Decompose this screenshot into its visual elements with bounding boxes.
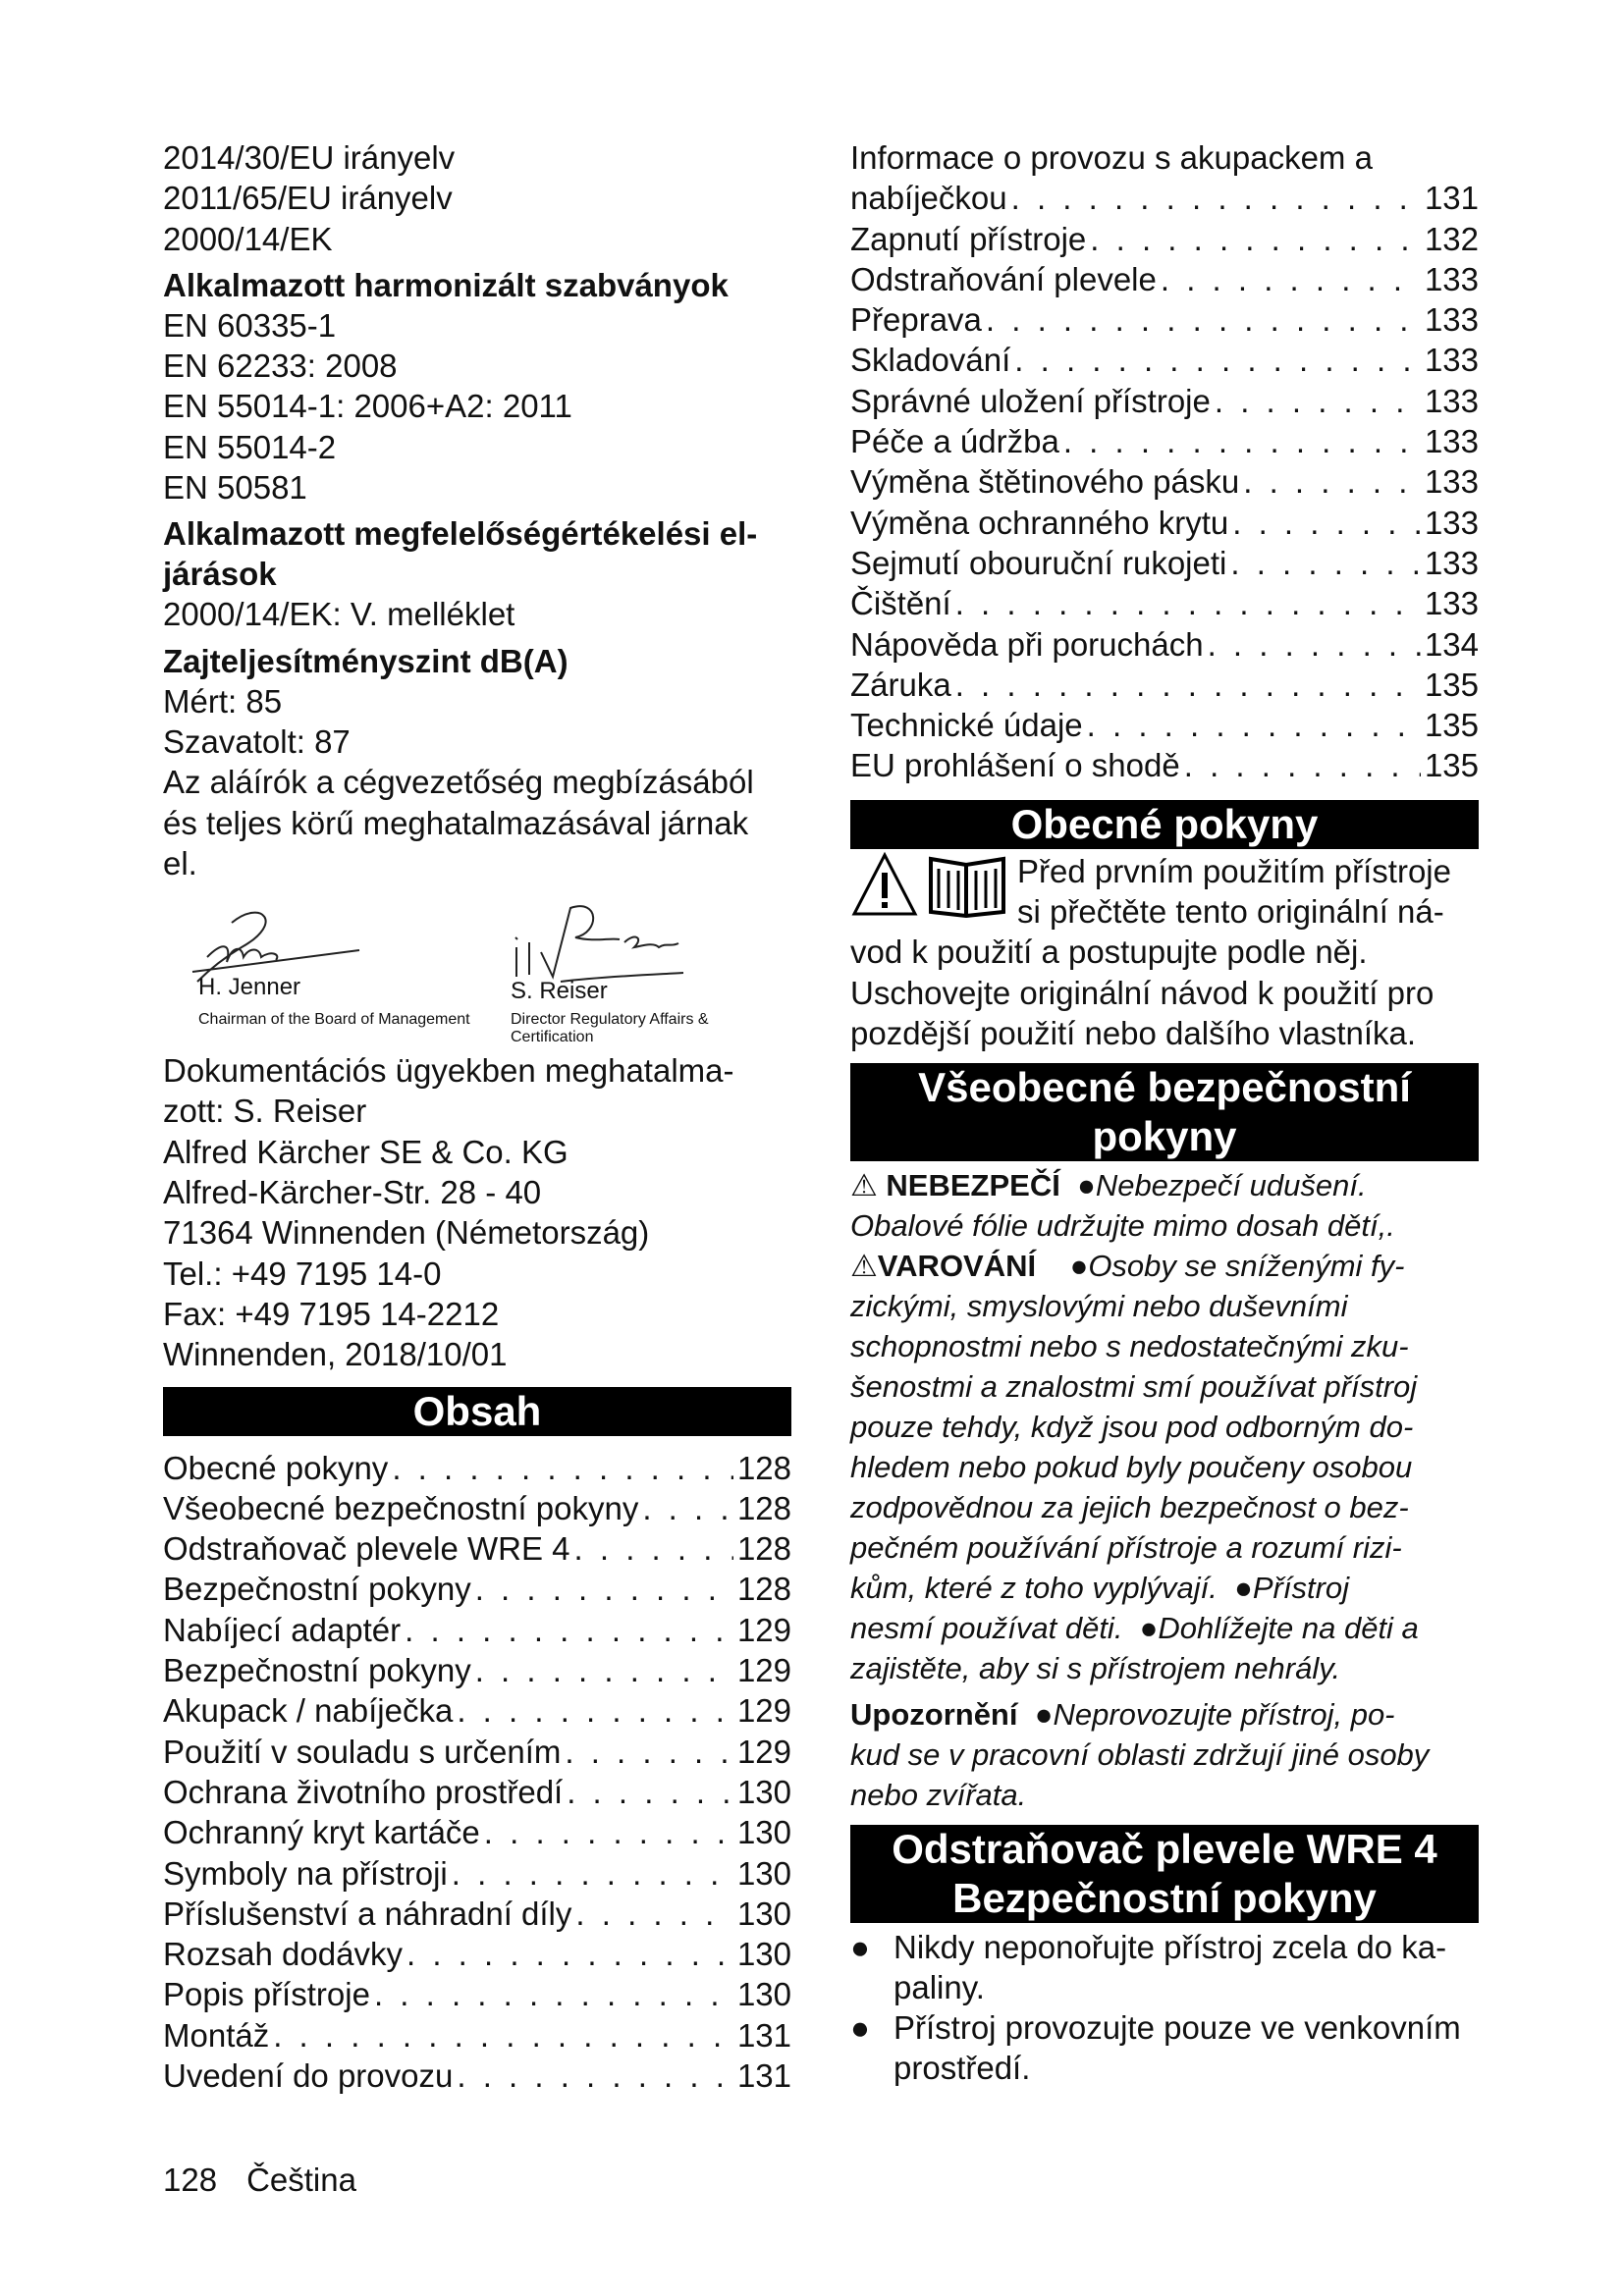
warning-text: schopnostmi nebo s nedostatečnými zku- <box>850 1329 1409 1364</box>
toc-item[interactable] <box>850 299 1479 340</box>
doc-line: Alfred-Kärcher-Str. 28 - 40 <box>163 1174 542 1211</box>
danger-label: NEBEZPEČÍ <box>886 1168 1060 1203</box>
safety-heading <box>850 1063 1479 1161</box>
toc-item[interactable] <box>850 503 1479 543</box>
toc-page: 131 <box>736 2056 791 2094</box>
toc-title: Odstraňovač plevele WRE 4 <box>163 1530 570 1568</box>
toc-item[interactable] <box>850 178 1479 218</box>
toc-title: Zapnutí přístroje <box>850 220 1087 257</box>
safety-heading-line: Všeobecné bezpečnostní <box>918 1064 1411 1111</box>
signer1-name: H. Jenner <box>198 974 301 1001</box>
toc-title: Sejmutí obouruční rukojeti <box>850 544 1227 581</box>
doc-line: zott: S. Reiser <box>163 1093 367 1130</box>
toc-title: Použití v souladu s určením <box>163 1733 562 1770</box>
toc-title: nabíječkou <box>850 180 1007 217</box>
standards-heading: Alkalmazott harmonizált szabványok <box>163 266 729 303</box>
toc-page: 133 <box>1424 423 1479 460</box>
toc-page: 134 <box>1424 625 1479 663</box>
toc-item[interactable] <box>163 1853 791 1894</box>
danger-note: ⚠ NEBEZPEČÍ ●Nebezpečí udušení. <box>850 1168 1367 1203</box>
safety-notes <box>850 1165 1479 1815</box>
toc-page: 130 <box>736 1976 791 2013</box>
doc-line: 71364 Winnenden (Németország) <box>163 1214 650 1252</box>
warning-line: kům, které z toho vyplývají. ●Přístroj <box>850 1571 1350 1606</box>
noise-heading: Zajteljesítményszint dB(A) <box>163 642 568 679</box>
toc-page: 130 <box>736 1773 791 1810</box>
toc-item[interactable] <box>163 1772 791 1812</box>
toc-page: 133 <box>1424 342 1479 379</box>
page-footer <box>163 2162 386 2199</box>
bullet-text: paliny. <box>893 1969 985 2006</box>
standard-line: EN 62233: 2008 <box>163 347 398 385</box>
general-heading: Obecné pokyny <box>850 800 1479 849</box>
danger-text: Nebezpečí udušení. <box>1095 1168 1367 1203</box>
warning-line: nesmí používat děti. ●Dohlížejte na děti a <box>850 1611 1419 1646</box>
signature-reiser-image <box>502 898 688 987</box>
toc-item[interactable] <box>850 461 1479 502</box>
procedures-heading-line: Alkalmazott megfelelőségértékelési el- <box>163 515 758 553</box>
wre-heading-line: Odstraňovač plevele WRE 4 <box>892 1826 1437 1873</box>
procedures-heading-line: járások <box>163 556 277 593</box>
bullet-text: Nikdy neponořujte přístroj zcela do ka- <box>893 1929 1447 1966</box>
general-icon-text <box>1017 851 1451 933</box>
toc-item[interactable] <box>163 1812 791 1852</box>
bullet-text: prostředí. <box>893 2050 1031 2087</box>
toc-title: Všeobecné bezpečnostní pokyny <box>163 1489 639 1526</box>
signer2-name: S. Reiser <box>511 978 608 1005</box>
warning-text: nesmí používat děti. <box>850 1611 1123 1646</box>
footer-language: Čeština <box>246 2162 356 2198</box>
toc-page: 133 <box>1424 260 1479 297</box>
right-column <box>850 137 1479 2088</box>
toc-title: Bezpečnostní pokyny <box>163 1652 471 1689</box>
page-number: 128 <box>163 2162 218 2198</box>
toc-item[interactable] <box>850 381 1479 421</box>
toc-title: Výměna štětinového pásku <box>850 463 1240 501</box>
signer2-role: Director Regulatory Affairs & Certification <box>511 1011 709 1046</box>
toc-item[interactable] <box>850 705 1479 745</box>
signature-block <box>163 903 791 1050</box>
toc-page: 133 <box>1424 544 1479 581</box>
standard-line: EN 60335-1 <box>163 306 337 344</box>
toc-page: 129 <box>736 1733 791 1770</box>
toc-title: Akupack / nabíječka <box>163 1692 454 1730</box>
toc-item[interactable] <box>850 543 1479 583</box>
toc-page: 129 <box>736 1692 791 1730</box>
doc-line: Winnenden, 2018/10/01 <box>163 1336 508 1373</box>
toc-item[interactable] <box>163 1610 791 1650</box>
signers-text: és teljes körű meghatalmazásával járnak <box>163 804 749 841</box>
toc-page: 129 <box>736 1611 791 1648</box>
toc-title: EU prohlášení o shodě <box>850 747 1180 784</box>
toc-item[interactable] <box>163 1934 791 1974</box>
left-column <box>163 137 791 2096</box>
toc-item[interactable] <box>163 1528 791 1569</box>
toc-item[interactable] <box>850 745 1479 785</box>
signers-text: el. <box>163 844 197 881</box>
toc-title: Výměna ochranného krytu <box>850 504 1229 541</box>
general-line: si přečtěte tento originální ná- <box>1017 893 1444 931</box>
warning-label: VAROVÁNÍ <box>877 1249 1037 1284</box>
directive-line: 2000/14/EK <box>163 220 333 257</box>
wre-heading <box>850 1825 1479 1923</box>
toc-title: Rozsah dodávky <box>163 1936 403 1973</box>
toc-title: Obecné pokyny <box>163 1449 389 1486</box>
warning-text: Přístroj <box>1252 1571 1350 1606</box>
toc-item[interactable] <box>163 1690 791 1731</box>
toc-list-left <box>163 1448 791 2097</box>
toc-title: Montáž <box>163 2016 270 2054</box>
toc-page: 135 <box>1424 747 1479 784</box>
directive-line: 2014/30/EU irányelv <box>163 139 456 176</box>
toc-title: Symboly na přístroji <box>163 1854 448 1892</box>
toc-title: Příslušenství a náhradní díly <box>163 1895 572 1932</box>
toc-page: 133 <box>1424 585 1479 622</box>
toc-page: 131 <box>1424 180 1479 217</box>
doc-line: Tel.: +49 7195 14-0 <box>163 1255 442 1292</box>
general-line: pozdější použití nebo dalšího vlastníka. <box>850 1014 1417 1051</box>
noise-measured: Mért: 85 <box>163 682 283 720</box>
toc-page: 130 <box>736 1936 791 1973</box>
toc-title: Přeprava <box>850 301 982 339</box>
toc-item[interactable] <box>850 219 1479 259</box>
toc-item[interactable] <box>163 1569 791 1609</box>
toc-item[interactable] <box>850 421 1479 461</box>
toc-page: 133 <box>1424 382 1479 419</box>
toc-title: Záruka <box>850 666 951 703</box>
general-line: vod k použití a postupujte podle něj. <box>850 934 1368 971</box>
bullet-dot: ● <box>850 1929 870 1966</box>
toc-page: 130 <box>736 1814 791 1851</box>
general-icon-row <box>850 851 1479 933</box>
toc-item[interactable] <box>850 583 1479 623</box>
warning-text: zajistěte, aby si s přístrojem nehrály. <box>850 1651 1341 1686</box>
safety-heading-line: pokyny <box>1092 1113 1237 1160</box>
caution-label: Upozornění <box>850 1697 1018 1733</box>
warning-text: Osoby se sníženými fy- <box>1088 1249 1405 1284</box>
toc-title: Technické údaje <box>850 707 1083 744</box>
doc-line: Dokumentációs ügyekben meghatalma- <box>163 1052 734 1090</box>
warning-triangle-icon <box>850 851 919 918</box>
toc-item[interactable] <box>850 340 1479 380</box>
bullet-dot: ● <box>850 2009 870 2047</box>
procedures-heading <box>163 513 791 594</box>
toc-item[interactable] <box>163 1650 791 1690</box>
toc-page: 131 <box>736 2016 791 2054</box>
warning-text: zodpovědnou za jejich bezpečnost o bez- <box>850 1490 1409 1525</box>
wre-heading-line: Bezpečnostní pokyny <box>952 1875 1377 1922</box>
warning-text: Dohlížejte na děti a <box>1158 1611 1419 1646</box>
toc-item[interactable] <box>163 1488 791 1528</box>
caution-text: nebo zvířata. <box>850 1778 1027 1813</box>
toc-item[interactable] <box>163 1732 791 1772</box>
toc-page: 133 <box>1424 504 1479 541</box>
toc-item[interactable] <box>850 665 1479 705</box>
toc-page: 132 <box>1424 220 1479 257</box>
toc-page: 133 <box>1424 301 1479 339</box>
directives <box>163 137 791 259</box>
standard-line: EN 55014-1: 2006+A2: 2011 <box>163 388 572 425</box>
toc-title-first-line: Informace o provozu s akupackem a <box>850 139 1373 176</box>
toc-title: Ochranný kryt kartáče <box>163 1814 480 1851</box>
toc-item[interactable] <box>163 1894 791 1934</box>
warning-text: pečném používání přístroje a rozumí rizi- <box>850 1530 1402 1566</box>
caution-text: Neprovozujte přístroj, po- <box>1053 1697 1395 1733</box>
warning-text: hledem nebo pokud byly poučeny osobou <box>850 1450 1413 1485</box>
bullet-text: Přístroj provozujte pouze ve venkovním <box>893 2009 1461 2047</box>
caution-note: Upozornění ●Neprovozujte přístroj, po- <box>850 1697 1395 1733</box>
warning-text: zickými, smyslovými nebo duševními <box>850 1289 1348 1324</box>
toc-page: 128 <box>736 1571 791 1608</box>
toc-title: Odstraňování plevele <box>850 260 1157 297</box>
general-line: Před prvním použitím přístroje <box>1017 852 1451 889</box>
toc-title: Uvedení do provozu <box>163 2056 454 2094</box>
warning-text: kům, které z toho vyplývají. <box>850 1571 1218 1606</box>
warning-note: ⚠VAROVÁNÍ ●Osoby se sníženými fy- <box>850 1249 1405 1284</box>
toc-title: Čištění <box>850 585 951 622</box>
danger-text: Obalové fólie udržujte mimo dosah dětí,. <box>850 1208 1395 1244</box>
toc-page: 130 <box>736 1854 791 1892</box>
noise-guaranteed: Szavatolt: 87 <box>163 722 351 760</box>
toc-page: 130 <box>736 1895 791 1932</box>
toc-item[interactable] <box>163 2056 791 2096</box>
standard-line: EN 55014-2 <box>163 428 337 465</box>
warning-text: šenostmi a znalostmi smí používat přístroj <box>850 1369 1418 1405</box>
toc-page: 133 <box>1424 463 1479 501</box>
toc-item[interactable] <box>850 624 1479 665</box>
toc-title: Popis přístroje <box>163 1976 370 2013</box>
caution-text: kud se v pracovní oblasti zdržují jiné osoby <box>850 1737 1430 1773</box>
toc-page: 135 <box>1424 707 1479 744</box>
directive-line: 2011/65/EU irányelv <box>163 180 453 217</box>
warning-text: pouze tehdy, když jsou pod odborným do- <box>850 1410 1414 1445</box>
toc-title: Správné uložení přístroje <box>850 382 1211 419</box>
toc-item[interactable] <box>163 1448 791 1488</box>
toc-page: 128 <box>736 1449 791 1486</box>
toc-page: 128 <box>736 1530 791 1568</box>
toc-list-right <box>850 178 1479 785</box>
general-line: Uschovejte originální návod k použití pro <box>850 974 1435 1011</box>
doc-line: Fax: +49 7195 14-2212 <box>163 1295 500 1332</box>
toc-title: Nabíjecí adaptér <box>163 1611 402 1648</box>
standard-line: EN 50581 <box>163 469 307 507</box>
signers-text: Az aláírók a cégvezetőség megbízásából <box>163 764 754 801</box>
bullet-item <box>850 2007 1479 2088</box>
safety-bullets <box>850 1927 1479 2088</box>
toc-title: Skladování <box>850 342 1011 379</box>
toc-page: 129 <box>736 1652 791 1689</box>
toc-item[interactable] <box>163 2015 791 2056</box>
toc-title: Péče a údržba <box>850 423 1059 460</box>
warning-small-icon: ⚠ <box>850 1249 878 1284</box>
toc-title: Bezpečnostní pokyny <box>163 1571 471 1608</box>
toc-page: 135 <box>1424 666 1479 703</box>
toc-page: 128 <box>736 1489 791 1526</box>
manual-book-icon <box>925 851 1009 918</box>
bullet-item <box>850 1927 1479 2007</box>
procedures-text: 2000/14/EK: V. melléklet <box>163 596 515 633</box>
toc-item[interactable] <box>850 259 1479 299</box>
toc-title: Nápověda při poruchách <box>850 625 1204 663</box>
documentation-contact <box>163 1050 791 1374</box>
toc-heading: Obsah <box>163 1387 791 1436</box>
warning-small-icon: ⚠ <box>850 1168 878 1203</box>
toc-title: Ochrana životního prostředí <box>163 1773 564 1810</box>
doc-line: Alfred Kärcher SE & Co. KG <box>163 1133 568 1170</box>
signer1-role: Chairman of the Board of Management <box>198 1011 470 1029</box>
toc-item[interactable] <box>163 1974 791 2014</box>
